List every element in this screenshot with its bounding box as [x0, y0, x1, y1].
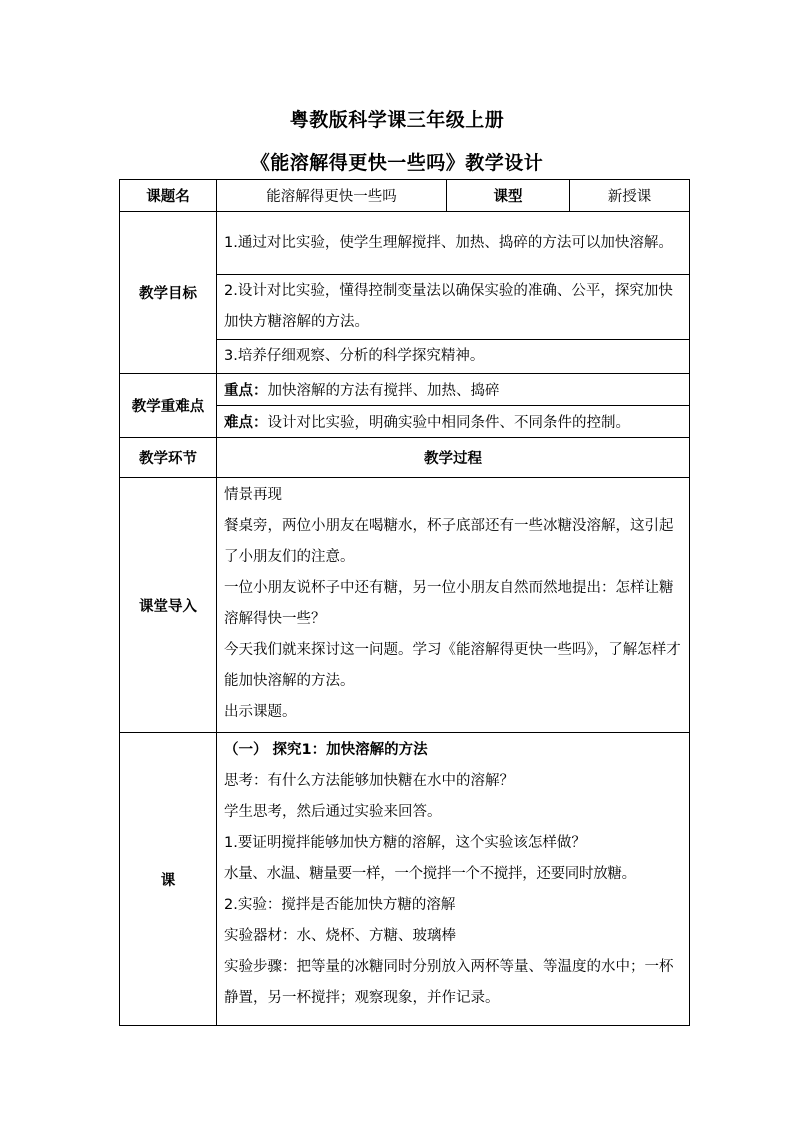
document-title-line2: 《能溶解得更快一些吗》教学设计 — [250, 152, 544, 174]
lesson-paragraph: 1.要证明搅拌能够加快方糖的溶解，这个实验该怎样做？ — [224, 835, 586, 851]
lesson-paragraph: 实验器材：水、烧杯、方糖、玻璃棒 — [224, 928, 456, 944]
lesson-paragraph: 思考：有什么方法能够加快糖在水中的溶解？ — [224, 773, 514, 789]
intro-paragraph: 一位小朋友说杯子中还有糖，另一位小朋友自然而然地提出：怎样让糖溶解得快一些？ — [224, 580, 674, 627]
difficulty-text: 设计对比实验，明确实验中相同条件、不同条件的控制。 — [267, 415, 630, 431]
lesson-plan-table — [119, 179, 690, 1026]
intro-label-cell: 课堂导入 — [120, 478, 217, 733]
lesson-paragraph: 2.实验：搅拌是否能加快方糖的溶解 — [224, 897, 456, 913]
intro-paragraph: 今天我们就来探讨这一问题。学习《能溶解得更快一些吗》，了解怎样才能加快溶解的方法。 — [224, 642, 681, 689]
lesson-label-cell: 课 — [120, 733, 217, 1026]
difficulty-label: 难点： — [224, 415, 268, 431]
document-title-line1: 粤教版科学课三年级上册 — [289, 109, 505, 131]
intro-paragraph: 餐桌旁，两位小朋友在喝糖水，杯子底部还有一些冰糖没溶解，这引起了小朋友们的注意。 — [224, 518, 674, 565]
lesson-heading: （一） 探究1：加快溶解的方法 — [224, 742, 428, 758]
objective-item-1 — [217, 212, 690, 275]
type-value-cell: 新授课 — [570, 180, 690, 212]
intro-paragraph: 情景再现 — [224, 487, 282, 503]
type-label-cell: 课型 — [447, 180, 570, 212]
process-header-cell: 教学过程 — [217, 438, 690, 478]
objective-item-2 — [217, 275, 690, 340]
lesson-row — [120, 733, 690, 1026]
stage-header-cell: 教学环节 — [120, 438, 217, 478]
topic-label-cell: 课题名 — [120, 180, 217, 212]
focus-text: 加快溶解的方法有搅拌、加热、捣碎 — [267, 383, 500, 399]
focus-label: 重点： — [224, 383, 268, 399]
objective-text-3: 3.培养仔细观察、分析的科学探究精神。 — [224, 348, 485, 364]
objectives-label-cell: 教学目标 — [120, 212, 217, 374]
intro-paragraph: 出示课题。 — [224, 704, 297, 720]
objective-row-1 — [120, 212, 690, 275]
lesson-paragraph: 学生思考，然后通过实验来回答。 — [224, 804, 442, 820]
objective-text-1: 1.通过对比实验，使学生理解搅拌、加热、捣碎的方法可以加快溶解。 — [224, 234, 673, 251]
process-header-row — [120, 438, 690, 478]
focus-row — [120, 374, 690, 406]
difficulty-cell — [217, 406, 690, 438]
intro-row — [120, 478, 690, 733]
objective-text-2: 2.设计对比实验，懂得控制变量法以确保实验的准确、公平，探究加快加快方糖溶解的方法。 — [224, 283, 673, 330]
lesson-content-cell — [217, 733, 690, 1026]
focus-cell — [217, 374, 690, 406]
lesson-paragraph: 实验步骤：把等量的冰糖同时分别放入两杯等量、等温度的水中；一杯静置，另一杯搅拌；观察现象，并作记录。 — [224, 959, 674, 1006]
lesson-paragraph: 水量、水温、糖量要一样，一个搅拌一个不搅拌，还要同时放糖。 — [224, 866, 636, 882]
intro-content-cell — [217, 478, 690, 733]
topic-value-cell: 能溶解得更快一些吗 — [217, 180, 447, 212]
objective-item-3 — [217, 340, 690, 374]
key-points-label-cell: 教学重难点 — [120, 374, 217, 438]
info-row — [120, 180, 690, 212]
